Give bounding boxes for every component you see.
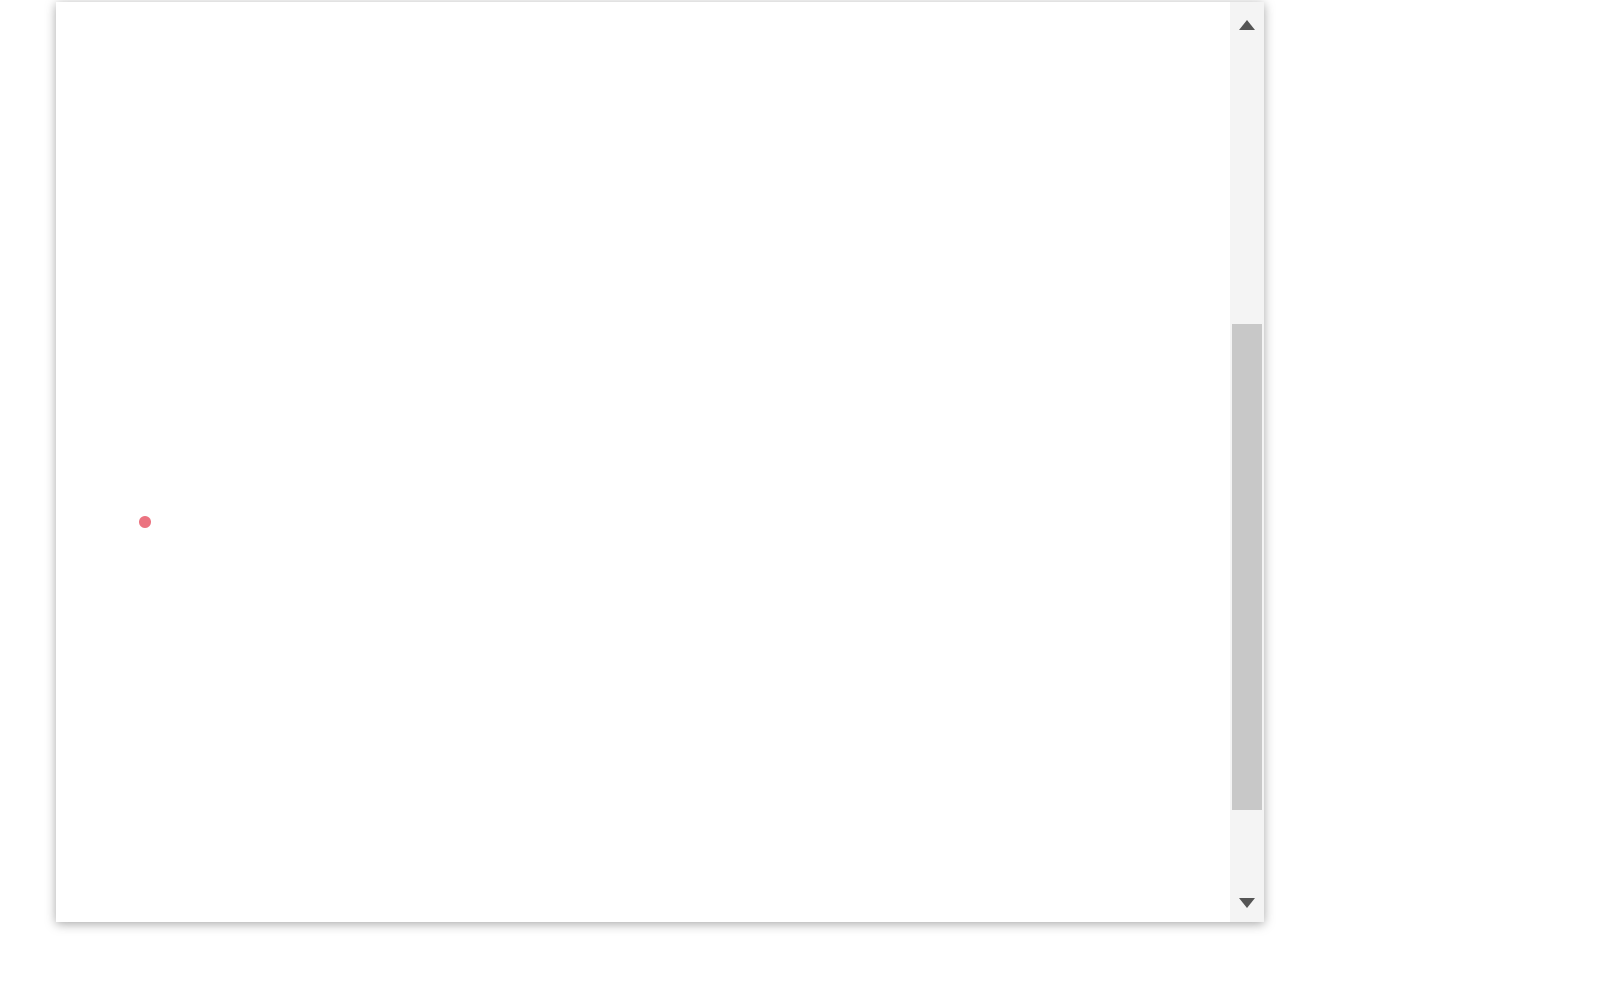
cursor-marker [139,516,151,528]
references-popup[interactable] [56,2,1264,922]
scroll-up-arrow-icon[interactable] [1239,20,1255,30]
scroll-down-arrow-icon[interactable] [1239,898,1255,908]
scrollbar[interactable] [1230,2,1264,922]
scrollbar-thumb[interactable] [1232,324,1262,810]
